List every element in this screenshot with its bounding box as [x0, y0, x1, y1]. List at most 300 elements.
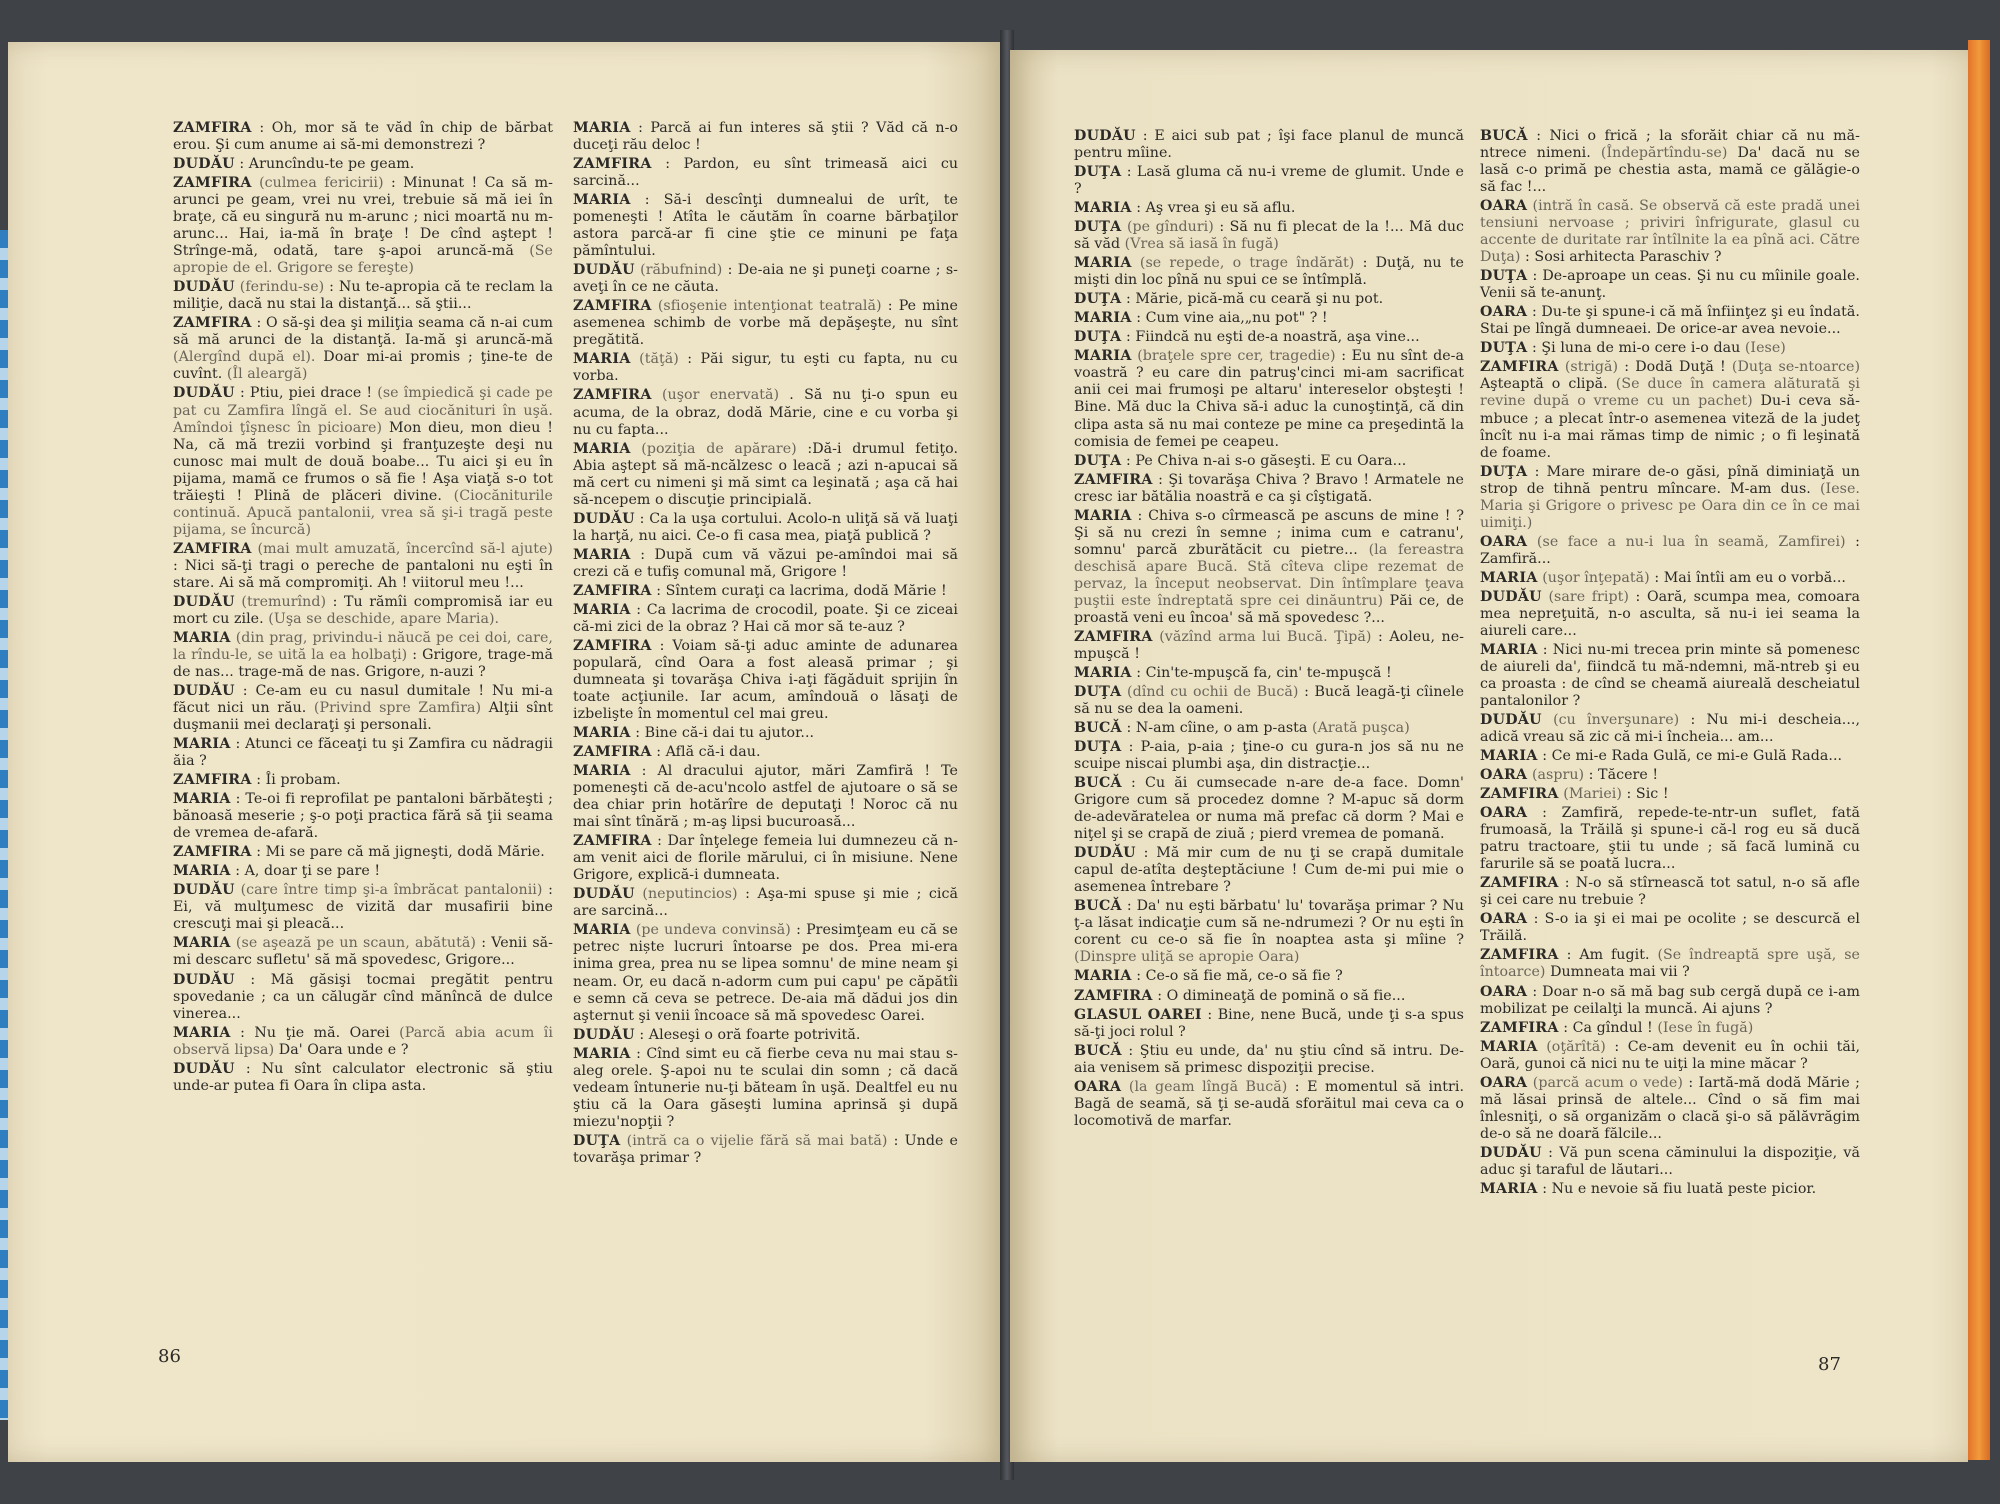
stage-direction: (sfioşenie intenţionat teatrală) — [657, 298, 882, 315]
dialogue-line — [173, 541, 553, 592]
dialogue-line — [1480, 128, 1860, 196]
dialogue-text: Aşteaptă o clipă. — [1480, 376, 1608, 393]
speaker-name: ZAMFIRA — [573, 156, 652, 173]
speaker-name: DUŢA — [1074, 291, 1122, 308]
dialogue-text: : E momentul să intri. Bagă de seamă, să ţi se-audă sforăitul mai ceva ca o locomotivă de marfar. — [1074, 1078, 1465, 1129]
dialogue-text: : Ca gîndul ! — [1563, 1019, 1653, 1036]
dialogue-line — [573, 922, 958, 1024]
stage-direction: (Arată puşca) — [1312, 720, 1410, 737]
stage-direction: (Îndepărtîndu-se) — [1600, 145, 1728, 162]
dialogue-text: : Minunat ! Ca să m-arunci pe geam, vrei nu vrei, trebuie să mă iei în braţe, că eu singură nu m-arunc ; nici moartă nu m-arunc... Hai, ia-mă în braţe ! De cînd aştept ! Strînge-mă, odată, tare ş-apoi aruncă-mă — [173, 175, 553, 260]
dialogue-text: : N-o să stîrnească tot satul, n-o să afle şi cei care nu trebuie ? — [1480, 875, 1860, 909]
dialogue-line — [1074, 200, 1464, 217]
dialogue-line — [1074, 1079, 1464, 1130]
speaker-name: MARIA — [173, 629, 231, 646]
dialogue-line — [173, 279, 553, 313]
speaker-name: MARIA — [573, 120, 631, 136]
dialogue-text: : De-aia ne şi puneţi coarne ; s-aveţi în ce ne căuta. — [573, 262, 958, 296]
stage-direction: (mai mult amuzată, încercînd să-l ajute) — [257, 540, 554, 557]
stage-direction: (se aşează pe un scaun, abătută) — [235, 935, 476, 952]
dialogue-text: : Nici o frică ; la sforăit chiar că nu mă-ntrece nimeni. — [1480, 128, 1861, 162]
stage-direction: (Alergînd după el). — [173, 349, 316, 366]
dialogue-text: : Ce-am eu cu nasul dumitale ! Nu mi-a făcut nici un rău. — [173, 683, 554, 717]
speaker-name: MARIA — [1074, 255, 1132, 272]
dialogue-line — [573, 744, 958, 761]
dialogue-line — [573, 1046, 958, 1131]
dialogue-line — [173, 120, 553, 154]
speaker-name: MARIA — [573, 351, 631, 368]
stage-direction: (aspru) — [1531, 767, 1585, 784]
dialogue-text: : Aşa-mi spuse şi mie ; cică are sarcină... — [573, 886, 959, 920]
right-column-1 — [1074, 128, 1464, 1132]
speaker-name: GLASUL OAREI — [1074, 1006, 1202, 1023]
speaker-name: DUŢA — [1480, 268, 1528, 285]
speaker-name: MARIA — [173, 863, 231, 880]
speaker-name: MARIA — [1074, 968, 1132, 985]
dialogue-line — [1074, 968, 1464, 985]
dialogue-line — [573, 511, 958, 545]
speaker-name: OARA — [1480, 911, 1528, 928]
dialogue-text: : Zamfiră, repede-te-ntr-un suflet, fată frumoasă, la Trăilă şi spune-i că-l rog eu să ducă patru tractoare, ştii tu unde ; să facă lumină cu farurile să se poată lucra... — [1480, 805, 1860, 873]
dialogue-line — [173, 156, 553, 173]
speaker-name: ZAMFIRA — [573, 833, 652, 850]
dialogue-line — [173, 594, 553, 628]
speaker-name: DUDĂU — [173, 971, 235, 988]
dialogue-line — [173, 882, 553, 933]
dialogue-text: : Mare mirare de-o găsi, pînă diminiaţă un strop de tihnă pentru mîncare. M-am dus. — [1480, 463, 1860, 497]
dialogue-line — [573, 387, 958, 438]
speaker-name: DUDĂU — [1480, 588, 1542, 605]
dialogue-line — [1480, 1039, 1860, 1073]
speaker-name: DUŢA — [1074, 164, 1122, 181]
dialogue-text: : Cin'te-mpuşcă fa, cin' te-mpuşcă ! — [1136, 664, 1392, 681]
dialogue-line — [1480, 268, 1860, 302]
dialogue-line — [173, 863, 553, 880]
dialogue-text: : Fiindcă nu eşti de-a noastră, aşa vine... — [1126, 329, 1420, 346]
dialogue-line — [1480, 767, 1860, 784]
stage-direction: (intră ca o vijelie fără să mai bată) — [626, 1132, 888, 1149]
speaker-name: BUCĂ — [1074, 898, 1122, 915]
dialogue-text: : Mai întîi am eu o vorbă... — [1654, 569, 1846, 586]
dialogue-line — [573, 441, 958, 509]
speaker-name: ZAMFIRA — [173, 120, 252, 136]
dialogue-line — [573, 547, 958, 581]
dialogue-line — [573, 886, 958, 920]
dialogue-text: : Tu rămîi compromisă iar eu mort cu zile. — [173, 593, 553, 627]
stage-direction: (Duţa se-ntoarce) — [1731, 359, 1861, 376]
stage-direction: (se repede, o trage îndărăt) — [1139, 255, 1355, 272]
dialogue-text: : Al dracului ajutor, mări Zamfiră ! Te pomeneşti că de-acu'ncolo astfel de ajutoare o să se dea chiar prin hotărîre de deputaţi ! Noroc că nu mai sînt tînără ; m-aş lipsi bucuroasă... — [573, 763, 958, 831]
dialogue-line — [173, 844, 553, 861]
stage-direction: (pe gînduri) — [1126, 219, 1214, 236]
dialogue-line — [1480, 786, 1860, 803]
dialogue-line — [1074, 508, 1464, 627]
dialogue-text: : Nu ţie mă. Oarei — [240, 1024, 390, 1041]
dialogue-text: : Chiva s-o cîrmească pe ascuns de mine ! ? Şi să nu crezi în semne ; inima cum e catranu', somnu' parcă zburătăcit cu pietre... — [1074, 507, 1464, 558]
speaker-name: ZAMFIRA — [573, 387, 652, 404]
stage-direction: (Iese) — [1744, 340, 1786, 357]
stage-direction: (se face a nu-i lua în seamă, Zamfirei) — [1536, 533, 1846, 550]
dialogue-line — [1074, 128, 1464, 162]
stage-direction: (la geam lîngă Bucă) — [1128, 1078, 1288, 1095]
stage-direction: (sare fript) — [1548, 588, 1629, 605]
dialogue-line — [1074, 329, 1464, 346]
speaker-name: DUŢA — [1480, 340, 1528, 357]
dialogue-text: : Ce-o să fie mă, ce-o să fie ? — [1136, 968, 1343, 985]
stage-direction: (Se duce în camera alăturată şi revine după o vreme cu un pachet) — [1480, 376, 1860, 410]
speaker-name: BUCĂ — [1074, 775, 1122, 792]
dialogue-line — [173, 1061, 553, 1095]
dialogue-text: : Aş vrea şi eu să aflu. — [1136, 200, 1296, 217]
speaker-name: ZAMFIRA — [1480, 947, 1559, 964]
stage-direction: (dînd cu ochii de Bucă) — [1127, 683, 1299, 700]
dialogue-text: : Lasă gluma că nu-i vreme de glumit. Unde e ? — [1074, 164, 1464, 198]
dialogue-line — [573, 351, 958, 385]
speaker-name: DUDĂU — [173, 279, 235, 296]
speaker-name: DUDĂU — [573, 262, 635, 279]
dialogue-line — [1074, 684, 1464, 718]
dialogue-line — [1074, 453, 1464, 470]
dialogue-text: : A, doar ţi se pare ! — [235, 863, 381, 880]
dialogue-line — [1480, 1075, 1860, 1143]
speaker-name: BUCĂ — [1480, 128, 1528, 144]
dialogue-text: : Bine că-i dai tu ajutor... — [635, 725, 815, 742]
dialogue-text: : Parcă ai fun interes să ştii ? Văd că n-o duceţi rău deloc ! — [573, 120, 959, 154]
speaker-name: MARIA — [573, 601, 631, 618]
stage-direction: (strigă) — [1564, 359, 1619, 376]
stage-direction: (Îl aleargă) — [226, 366, 308, 383]
dialogue-text: : Nici să-ţi tragi o pereche de pantaloni nu eşti în stare. Ai să mă compromiţi. Ah ! viitorul meu !... — [173, 557, 553, 591]
dialogue-text: : Grigore, trage-mă de nas... trage-mă de nas. Grigore, n-auzi ? — [173, 646, 554, 680]
dialogue-text: : Presimţeam eu că se petrec niște lucruri întoarse pe dos. Prea mi-era inima grea, prea nu se lipea somnu' de mine neam şi neam. Or, eu dacă n-adorm cum pui capu' pe căpătîi e semn că ceva se petrece. De-aia mă dădui jos din aşternut şi venii încoace să mă spovedesc Oarei. — [573, 922, 958, 1024]
speaker-name: DUDĂU — [173, 1060, 235, 1077]
dialogue-text: Mon dieu, mon dieu ! Na, că mă trezii vorbind şi franţuzeşte deşi nu cunosc mai mult de două boabe... Tu aici şi eu în pijama, mamă ce frumos o să fie ! Aşa viaţă s-o tot trăieşti ! Plină de plăceri divine. — [173, 419, 553, 504]
dialogue-text: : Ptiu, piei drace ! — [239, 385, 373, 402]
stage-direction: (uşor enervată) — [661, 387, 780, 404]
stage-direction: (ferindu-se) — [239, 279, 325, 296]
dialogue-line — [1480, 464, 1860, 532]
dialogue-line — [1480, 805, 1860, 873]
dialogue-text: : Ca lacrima de crocodil, poate. Şi ce ziceai că-mi zici de la obraz ? Hai că mor să te-auz ? — [573, 601, 959, 635]
dialogue-line — [573, 638, 958, 723]
dialogue-text: : Tăcere ! — [1588, 767, 1659, 784]
dialogue-line — [1074, 1043, 1464, 1077]
dialogue-text: : Aoleu, ne-mpuşcă ! — [1074, 628, 1464, 662]
dialogue-line — [1074, 988, 1464, 1005]
dialogue-line — [573, 262, 958, 296]
dialogue-text: : Ca la uşa cortului. Acolo-n uliţă să vă luaţi la harţă, nu aici. Ce-o fi casa mea, piaţă publică ? — [573, 510, 959, 544]
dialogue-line — [1074, 348, 1464, 450]
stage-direction: (uşor înţepată) — [1542, 569, 1650, 586]
stage-direction: (pe undeva convinsă) — [635, 922, 791, 939]
speaker-name: OARA — [1480, 304, 1528, 321]
speaker-name: MARIA — [1074, 348, 1132, 365]
dialogue-text: : Mă găsişi tocmai pregătit pentru spovedanie ; ca un călugăr cînd mănîncă de dulce vinerea... — [173, 971, 554, 1022]
speaker-name: MARIA — [1480, 641, 1538, 658]
dialogue-line — [1074, 775, 1464, 843]
dialogue-line — [573, 583, 958, 600]
dialogue-line — [1480, 534, 1860, 568]
dialogue-line — [573, 763, 958, 831]
dialogue-line — [573, 120, 958, 154]
dialogue-text: : Bucă leagă-ţi cîinele să nu se dea la oameni. — [1074, 683, 1465, 717]
dialogue-text: Da' dacă nu se lasă c-o primă pe chestia asta, mamă ce gălăgie-o să fac !... — [1480, 145, 1860, 196]
stage-direction: (tremurînd) — [241, 593, 327, 610]
dialogue-text: : Şi tovarăşa Chiva ? Bravo ! Armatele ne cresc iar bătălia noastră e ca şi cîştigată. — [1074, 471, 1464, 505]
speaker-name: DUDĂU — [173, 683, 235, 699]
dialogue-text: : Pe mine asemenea schimb de vorbe mă depăşeşte, nu sînt pregătită. — [573, 298, 959, 349]
dialogue-line — [1074, 665, 1464, 682]
right-column-2 — [1480, 128, 1860, 1200]
speaker-name: MARIA — [1074, 664, 1132, 681]
stage-direction: (oţărîtă) — [1546, 1038, 1606, 1055]
dialogue-text: : Cum vine aia,„nu pot" ? ! — [1136, 310, 1328, 327]
speaker-name: ZAMFIRA — [1480, 786, 1559, 803]
stage-direction: (văzînd arma lui Bucă. Ţipă) — [1159, 628, 1372, 645]
stage-direction: (Mariei) — [1563, 786, 1622, 803]
speaker-name: DUDĂU — [173, 385, 235, 402]
stage-direction: (tăţă) — [639, 351, 679, 368]
speaker-name: OARA — [1480, 767, 1528, 784]
speaker-name: ZAMFIRA — [1480, 359, 1559, 376]
speaker-name: ZAMFIRA — [173, 315, 252, 332]
dialogue-text: : Dodă Duţă ! — [1624, 359, 1726, 376]
dialogue-line — [573, 725, 958, 742]
dialogue-line — [173, 315, 553, 383]
dialogue-line — [1480, 947, 1860, 981]
speaker-name: BUCĂ — [1074, 1042, 1122, 1059]
speaker-name: OARA — [1480, 198, 1528, 215]
dialogue-text: : Oară, scumpa mea, comoara mea nepreţuită, n-o asculta, să nu-i iei seama la aiureli care... — [1480, 588, 1861, 639]
page-left — [8, 42, 1004, 1462]
dialogue-text: : Cînd simt eu că fierbe ceva nu mai stau s-aleg orele. Ş-apoi nu te sculai din somn ; că dacă vedeam întunerie nu-ţi băteam în uşă. Dealtfel eu nu ştiu că la Oara găseşti lumina aprinsă şi după miezu'nopţii ? — [573, 1045, 958, 1130]
dialogue-text: : Mi se pare că mă jigneşti, dodă Mărie. — [256, 844, 545, 861]
dialogue-line — [1480, 570, 1860, 587]
dialogue-text: : Şi luna de mi-o cere i-o dau — [1532, 340, 1741, 357]
speaker-name: DUŢA — [1074, 683, 1122, 700]
dialogue-text: Păi ce, de proastă veni eu încoa' să mă spovedesc ?... — [1074, 592, 1464, 626]
dialogue-text: : Voiam să-ţi aduc aminte de adunarea populară, cînd Oara a fost aleasă primar ; şi dumneata şi tovarăşa Chiva i-aţi făgăduit sprijin în toate acţiunile. Iar acum, amîndouă o lăsaţi de izbelişte în momentul cel mai greu. — [573, 637, 959, 723]
speaker-name: ZAMFIRA — [1074, 471, 1153, 488]
dialogue-text: : Atunci ce făceaţi tu şi Zamfira cu nădragii ăia ? — [173, 736, 553, 770]
speaker-name: ZAMFIRA — [173, 844, 252, 861]
stage-direction: (Ciocăniturile continuă. Apucă pantalonii, vrea să şi-i tragă peste pijama, se încurcă) — [173, 487, 553, 538]
dialogue-line — [1480, 875, 1860, 909]
speaker-name: MARIA — [1074, 507, 1132, 524]
speaker-name: DUDĂU — [173, 156, 235, 173]
stage-direction: (cu înverşunare) — [1553, 712, 1680, 729]
speaker-name: MARIA — [173, 791, 231, 808]
page-number-right: 87 — [1818, 1354, 1841, 1375]
dialogue-text: : P-aia, p-aia ; ţine-o cu gura-n jos să nu ne scuipe niscai plumbi aşa, din distracţie... — [1074, 739, 1464, 773]
page-number-left: 86 — [158, 1346, 181, 1367]
speaker-name: ZAMFIRA — [573, 744, 652, 761]
stage-direction: (parcă acum o vede) — [1532, 1074, 1683, 1091]
dialogue-text: : Pe Chiva n-ai s-o găseşti. E cu Oara... — [1126, 452, 1407, 469]
dialogue-line — [573, 192, 958, 260]
dialogue-text: : Sosi arhitecta Paraschiv ? — [1525, 249, 1722, 266]
dialogue-line — [1480, 304, 1860, 338]
dialogue-text: : Ce mi-e Rada Gulă, ce mi-e Gulă Rada... — [1542, 748, 1843, 765]
speaker-name: MARIA — [173, 736, 231, 753]
dialogue-line — [573, 156, 958, 190]
dialogue-line — [173, 683, 553, 734]
speaker-name: DUDĂU — [573, 886, 635, 903]
dialogue-line — [1480, 1181, 1860, 1198]
speaker-name: DUŢA — [1074, 452, 1122, 469]
dialogue-line — [573, 602, 958, 636]
dialogue-line — [1074, 472, 1464, 506]
dialogue-text: : Păi sigur, tu eşti cu fapta, nu cu vorba. — [573, 351, 958, 385]
dialogue-text: : Mă mir cum de nu ţi se crapă dumitale capul de-atîta deşteptăciune ! Cum de-mi pui mie o asemenea întrebare ? — [1074, 845, 1465, 896]
speaker-name: ZAMFIRA — [573, 582, 652, 599]
speaker-name: DUŢA — [1074, 739, 1122, 756]
stage-direction: (intră în casă. Se observă că este pradă unei tensiuni nervoase ; priviri înfrigurate, glasul cu accente de duritate rar întîlnite la ea pînă aci. Către Duţa) — [1480, 198, 1860, 266]
dialogue-line — [573, 298, 958, 349]
dialogue-text: Du-i ceva să-mbuce ; a plecat într-o asemenea viteză de la judeţ încît nu i-a mai rămas timp de nimic ; o fi leşinată de foame. — [1480, 393, 1860, 461]
dialogue-line — [1480, 911, 1860, 945]
dialogue-line — [173, 791, 553, 842]
stage-direction: (Se îndreaptă spre uşă, se întoarce) — [1480, 947, 1861, 981]
speaker-name: MARIA — [1480, 569, 1538, 586]
dialogue-line — [1074, 291, 1464, 308]
dialogue-text: : Bine, nene Bucă, unde ţi s-a spus să-ţi joci rolul ? — [1074, 1006, 1465, 1040]
dialogue-line — [1074, 739, 1464, 773]
dialogue-text: : Unde e tovarăşa primar ? — [573, 1132, 958, 1166]
dialogue-text: : Vă pun scena căminului la dispoziţie, vă aduc şi taraful de lăutari... — [1480, 1144, 1861, 1178]
speaker-name: OARA — [1480, 805, 1528, 822]
dialogue-line — [1480, 712, 1860, 746]
dialogue-text: : Eu nu sînt de-a voastră ? eu care din patruş'cinci mi-am sacrificat anii cei mai frumoşi pe altaru' intereselor obşteşti ! Bine. Mă duc la Chiva să-i aduc la cunoştinţă, că din clipa asta să nu mai conteze pe mine ca preşedintă la comisia de femei pe ceapeu. — [1074, 348, 1465, 450]
dialogue-line — [1074, 845, 1464, 896]
speaker-name: DUŢA — [1480, 463, 1528, 480]
speaker-name: OARA — [1480, 1074, 1528, 1091]
speaker-name: MARIA — [573, 546, 631, 563]
speaker-name: OARA — [1480, 983, 1528, 1000]
dialogue-text: : Da' nu eşti bărbatu' lu' tovarăşa primar ? Nu ţ-a lăsat indicaţie cum să ne-ndrumezi ? Or nu eşti în corent cu ce-o să fie în noaptea asta şi mîine ? — [1074, 898, 1464, 949]
dialogue-text: : Ei, vă mulţumesc de vizită dar musafirii bine crescuţi mai şi pleacă... — [173, 882, 554, 933]
speaker-name: DUDĂU — [173, 593, 235, 610]
speaker-name: ZAMFIRA — [1480, 875, 1559, 892]
dialogue-text: : Pardon, eu sînt trimeasă aici cu sarcină... — [573, 156, 959, 190]
dialogue-text: :Dă-i drumul fetiţo. Abia aştept să mă-ncălzesc o leacă ; azi n-apucai să mă cert cu nimeni şi mă simt ca leşinată ; aşa că hai să-ncepem o discuţie principială. — [573, 440, 959, 508]
dialogue-line — [173, 772, 553, 789]
stage-direction: (Parcă abia acum îi observă lipsa) — [173, 1024, 553, 1058]
dialogue-text: : Nu te-apropia că te reclam la miliţie, dacă nu stai la distanţă... să ştii... — [173, 279, 554, 313]
speaker-name: ZAMFIRA — [1074, 987, 1153, 1004]
dialogue-text: : Să nu fi plecat de la !... Mă duc să văd — [1074, 219, 1465, 253]
dialogue-text: : Doar n-o să mă bag sub cergă după ce i-am mobilizat pe ceilalţi la muncă. Ai ajuns ? — [1480, 983, 1860, 1017]
speaker-name: ZAMFIRA — [1480, 1019, 1559, 1036]
page-right — [1010, 50, 1968, 1462]
dialogue-text: : Oh, mor să te văd în chip de bărbat erou. Şi cum anume ai să-mi demonstrezi ? — [173, 120, 554, 154]
dialogue-line — [173, 175, 553, 277]
dialogue-line — [1074, 629, 1464, 663]
speaker-name: ZAMFIRA — [173, 175, 252, 192]
dialogue-text: : Aruncîndu-te pe geam. — [239, 156, 415, 173]
dialogue-text: : Ce-am devenit eu în ochii tăi, Oară, gunoi că nici nu te uiţi la mine măcar ? — [1480, 1038, 1860, 1072]
dialogue-line — [1074, 255, 1464, 289]
dialogue-text: : Cu ăi cumsecade n-are de-a face. Domn' Grigore cum să procedez domne ? M-apuc să dorm de-adevăratelea or numa mă prefac că dorm ? Mai e niţel şi se crapă de ziuă ; pierd vremea de pomană. — [1074, 775, 1464, 843]
dialogue-text: : De-aproape un ceas. Şi nu cu mîinile goale. Venii să te-anunţ. — [1480, 268, 1860, 302]
dialogue-text: : Am fugit. — [1566, 947, 1650, 964]
speaker-name: ZAMFIRA — [173, 540, 252, 557]
left-column-2 — [573, 120, 958, 1169]
dialogue-line — [1480, 642, 1860, 710]
speaker-name: DUŢA — [1074, 329, 1122, 346]
dialogue-text: : Aleseşi o oră foarte potrivită. — [639, 1026, 861, 1043]
dialogue-text: : O dimineaţă de pomină o să fie... — [1157, 987, 1406, 1004]
left-column-1 — [173, 120, 553, 1097]
speaker-name: MARIA — [173, 1024, 231, 1041]
speaker-name: MARIA — [173, 935, 231, 952]
dialogue-text: : Nu sînt calculator electronic să ştiu unde-ar putea fi Oara în clipa asta. — [173, 1060, 553, 1094]
dialogue-line — [573, 1133, 958, 1167]
speaker-name: DUDĂU — [1074, 845, 1136, 862]
dialogue-text: : Îi probam. — [256, 772, 341, 789]
speaker-name: ZAMFIRA — [573, 637, 652, 654]
dialogue-line — [173, 630, 553, 681]
speaker-name: MARIA — [1480, 748, 1538, 765]
dialogue-line — [1480, 340, 1860, 357]
dialogue-line — [1480, 748, 1860, 765]
stage-direction: (culmea fericirii) — [259, 175, 384, 192]
dialogue-text: : Sîntem curaţi ca lacrima, dodă Mărie ! — [656, 582, 947, 599]
speaker-name: ZAMFIRA — [173, 772, 252, 789]
dialogue-line — [573, 1027, 958, 1044]
dialogue-line — [1480, 984, 1860, 1018]
bookmark-edge — [1968, 40, 1990, 1460]
dialogue-text: : Du-te şi spune-i că mă înfiinţez şi eu îndată. Stai pe lîngă dumneaei. De orice-ar avea nevoie... — [1480, 304, 1860, 338]
speaker-name: MARIA — [573, 725, 631, 742]
dialogue-text: : Zamfiră... — [1480, 533, 1861, 567]
dialogue-text: : Să-i descînţi dumnealui de urît, te pomeneşti ! Atîta le căutăm în coarne bărbaţilor astora parcă-ar fi cine ştie ce minuni pe faţa pămîntului. — [573, 192, 958, 260]
speaker-name: DUDĂU — [573, 1026, 635, 1043]
dialogue-line — [173, 1025, 553, 1059]
stage-direction: (răbufnind) — [640, 262, 723, 279]
dialogue-line — [173, 935, 553, 969]
stage-direction: (Uşa se deschide, apare Maria). — [268, 610, 500, 627]
dialogue-line — [1480, 1145, 1860, 1179]
dialogue-line — [173, 385, 553, 538]
dialogue-text: : O să-şi dea şi miliţia seama că n-ai cum să mă arunci de la distanţă. Ia-mă şi aruncă-mă — [173, 315, 553, 349]
dialogue-line — [1074, 219, 1464, 253]
dialogue-text: : Nici nu-mi trecea prin minte să pomenesc de aiureli da', fiindcă tu mă-ndemni, mă-ntreb şi eu ca proasta : de cînd se cheamă aiureală descheiatul pantalonilor ? — [1480, 641, 1861, 709]
dialogue-text: : Te-oi fi reprofilat pe pantaloni bărbăteşti ; bănoasă meserie ; ş-o poţi practica fără să ţii seama de vremea de-afară. — [173, 791, 553, 842]
speaker-name: BUCĂ — [1074, 720, 1122, 737]
speaker-name: MARIA — [1480, 1038, 1538, 1055]
dialogue-text: : După cum vă văzui pe-amîndoi mai să crezi că e tufiş comunal mă, Grigore ! — [573, 546, 959, 580]
dialogue-text: Dumneata mai vii ? — [1550, 964, 1690, 981]
stage-direction: (Iese. Maria şi Grigore o privesc pe Oara din ce în ce mai uimiţi.) — [1480, 480, 1860, 531]
dialogue-text: : Iartă-mă dodă Mărie ; mă lăsai prinsă de altele... Cînd o să fim mai înlesniţi, o să organizăm o clacă şi-o să pălăvrăgim de-o să ne doară fălcile... — [1480, 1074, 1861, 1142]
dialogue-line — [1480, 1020, 1860, 1037]
speaker-name: MARIA — [573, 922, 631, 939]
dialogue-text: Doar mi-ai promis ; ţine-te de cuvînt. — [173, 349, 554, 383]
dialogue-text: : Ştiu eu unde, da' nu ştiu cînd să intru. De-aia venisem să primesc dispoziţii precise. — [1074, 1042, 1464, 1076]
stage-direction: (Se apropie de el. Grigore se fereşte) — [173, 243, 553, 277]
speaker-name: MARIA — [573, 192, 631, 209]
dialogue-line — [1480, 589, 1860, 640]
dialogue-text: : Dar înţelege femeia lui dumnezeu că n-am venit aici de florile mărului, ci în misiune. Nene Grigore, explică-i dumneata. — [573, 833, 958, 884]
stage-direction: (braţele spre cer, tragedie) — [1137, 348, 1336, 365]
speaker-name: MARIA — [1074, 200, 1132, 217]
dialogue-line — [173, 736, 553, 770]
dialogue-line — [1074, 898, 1464, 966]
speaker-name: DUDĂU — [1480, 712, 1542, 729]
speaker-name: DUDĂU — [173, 882, 235, 899]
stage-direction: (Dinspre uliţă se apropie Oara) — [1074, 949, 1300, 966]
